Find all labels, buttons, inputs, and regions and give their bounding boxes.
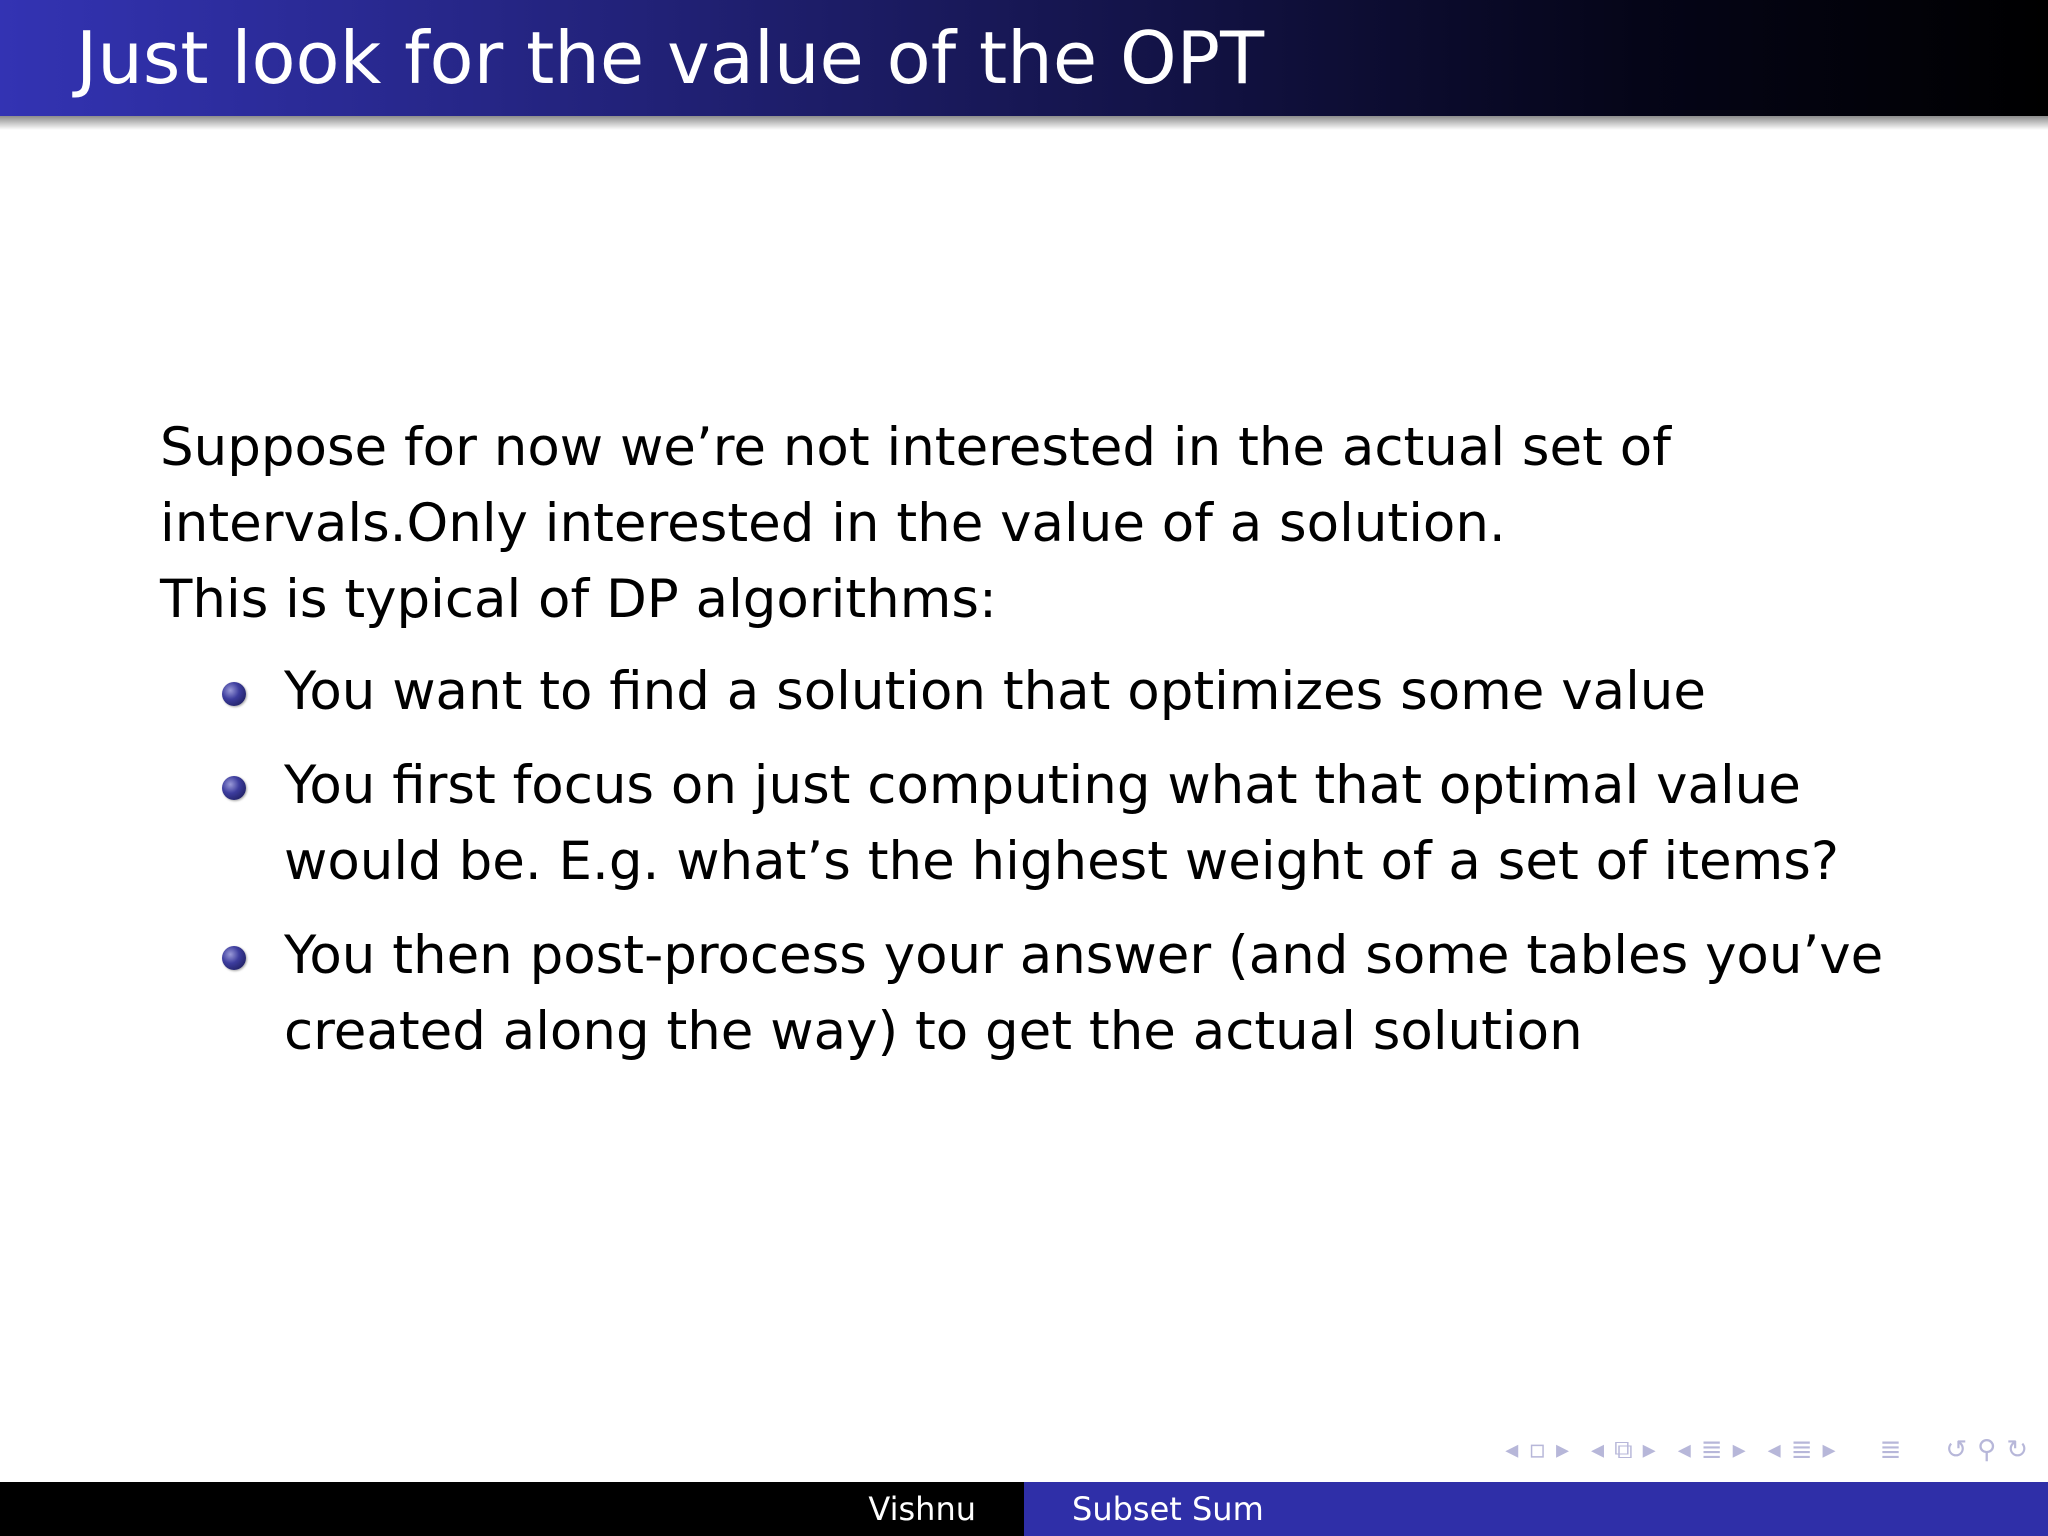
arrow-right-icon[interactable]: ▸ bbox=[1642, 1435, 1656, 1465]
footer-author: Vishnu bbox=[0, 1482, 1024, 1536]
bullet-2-line-2: would be. E.g. what’s the highest weight of a set of items? bbox=[284, 831, 1839, 892]
title-bar bbox=[0, 0, 2048, 116]
beamer-navigation-bar bbox=[1505, 1430, 2028, 1470]
bullet-3-line-2: created along the way) to get the actual solution bbox=[284, 1001, 1583, 1062]
bullet-ball-icon bbox=[222, 682, 246, 706]
arrow-left-icon[interactable]: ◂ bbox=[1505, 1435, 1519, 1465]
bullet-ball-icon bbox=[222, 776, 246, 800]
slide-body bbox=[160, 410, 1920, 1088]
section-icon[interactable]: ≣ bbox=[1700, 1435, 1723, 1465]
arrow-left-icon[interactable]: ◂ bbox=[1591, 1435, 1605, 1465]
frame-icon[interactable]: ▫ bbox=[1528, 1435, 1546, 1465]
arrow-left-icon[interactable]: ◂ bbox=[1767, 1435, 1781, 1465]
redo-icon[interactable]: ↻ bbox=[2006, 1435, 2028, 1465]
search-icon[interactable]: ⚲ bbox=[1977, 1435, 1997, 1465]
slide-title: Just look for the value of the OPT bbox=[76, 16, 1265, 100]
arrow-left-icon[interactable]: ◂ bbox=[1677, 1435, 1691, 1465]
align-icon[interactable]: ≣ bbox=[1879, 1435, 1902, 1465]
title-bar-shadow bbox=[0, 116, 2048, 130]
arrow-right-icon[interactable]: ▸ bbox=[1822, 1435, 1836, 1465]
bullet-list bbox=[160, 654, 1920, 1070]
footer-short-title: Subset Sum bbox=[1024, 1482, 2048, 1536]
bullet-item-1 bbox=[160, 654, 1920, 730]
arrow-right-icon[interactable]: ▸ bbox=[1555, 1435, 1570, 1465]
arrow-right-icon[interactable]: ▸ bbox=[1732, 1435, 1746, 1465]
bullet-3-line-1: You then post-process your answer (and some tables you’ve bbox=[284, 925, 1884, 986]
subsection-icon[interactable]: ⧉ bbox=[1614, 1434, 1633, 1465]
bullet-ball-icon bbox=[222, 946, 246, 970]
bullet-item-3 bbox=[160, 918, 1920, 1070]
intro-line-3: This is typical of DP algorithms: bbox=[160, 569, 997, 630]
intro-line-1: Suppose for now we’re not interested in the actual set of bbox=[160, 417, 1671, 478]
section-icon[interactable]: ≣ bbox=[1790, 1435, 1813, 1465]
bullet-1-line-1: You want to find a solution that optimizes some value bbox=[284, 661, 1706, 722]
footer-bar bbox=[0, 1482, 2048, 1536]
intro-line-2: intervals.Only interested in the value of a solution. bbox=[160, 493, 1506, 554]
bullet-item-2 bbox=[160, 748, 1920, 900]
bullet-2-line-1: You first focus on just computing what that optimal value bbox=[284, 755, 1801, 816]
undo-icon[interactable]: ↺ bbox=[1945, 1435, 1968, 1465]
